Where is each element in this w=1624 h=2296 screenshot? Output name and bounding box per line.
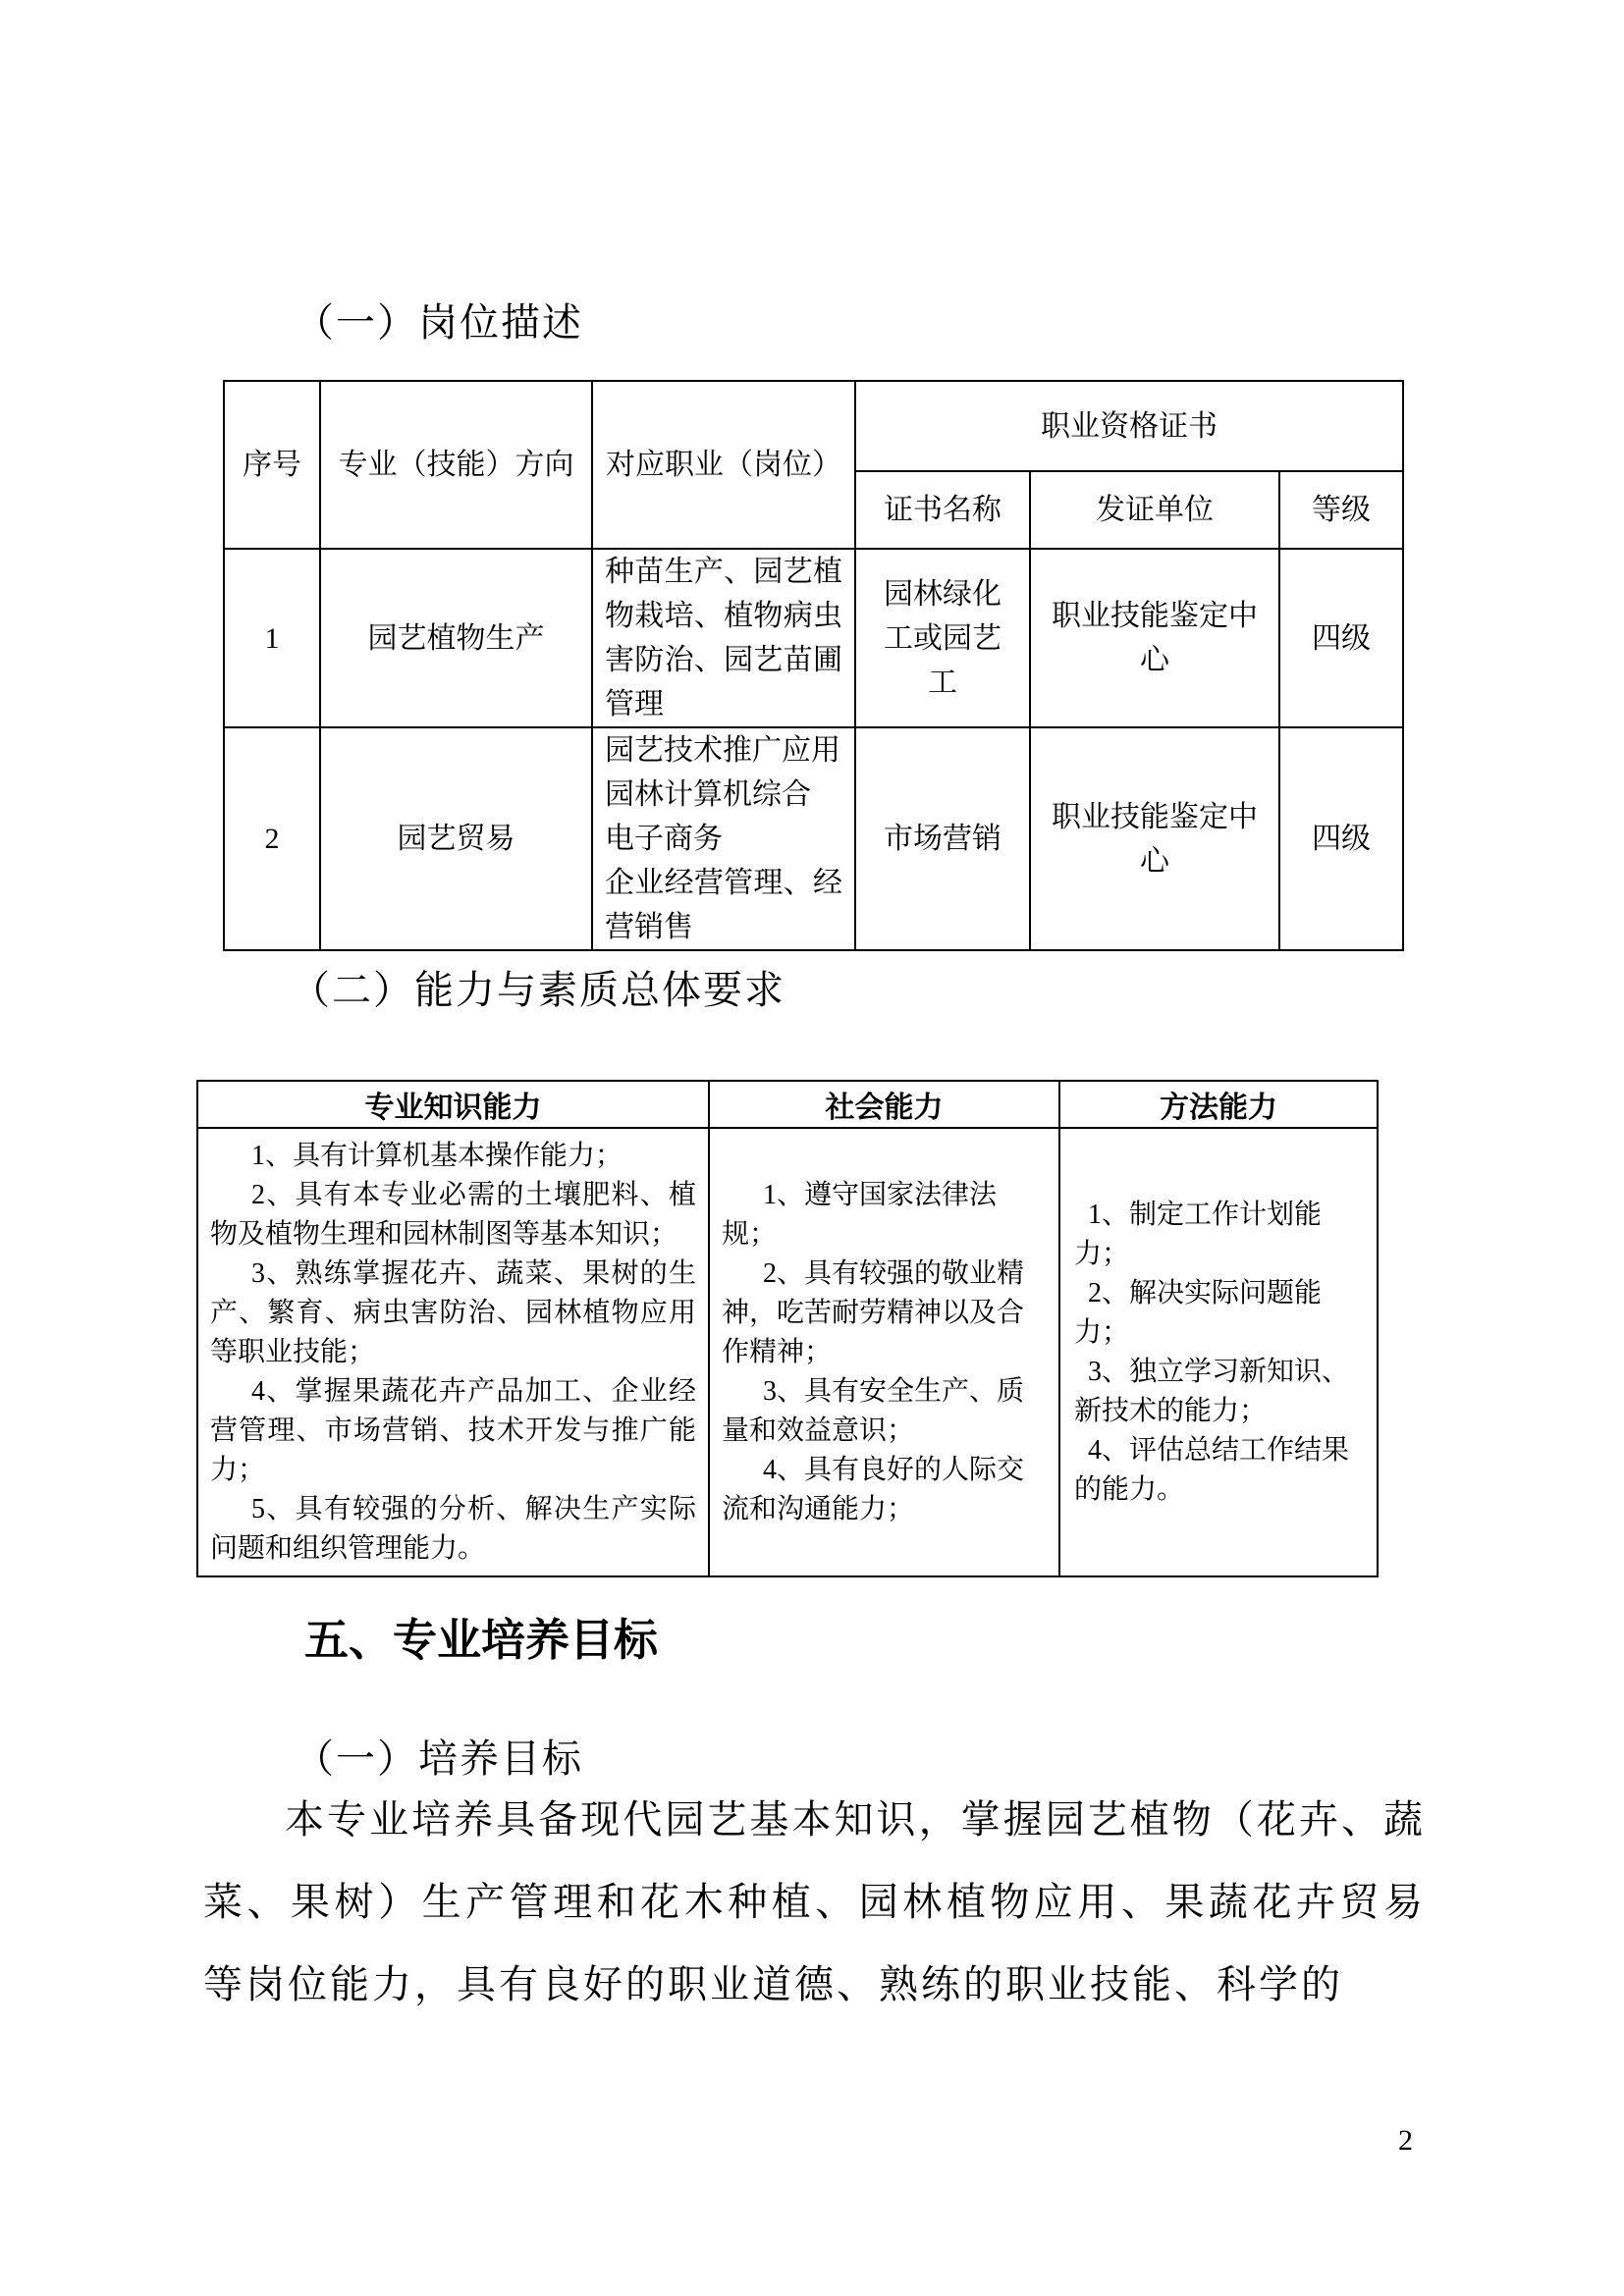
table-row xyxy=(197,1128,1378,1576)
table1-header-cert-name: 证书名称 xyxy=(855,471,1030,549)
list-item: 3、具有安全生产、质量和效益意识； xyxy=(722,1375,1025,1446)
list-item: 3、熟练掌握花卉、蔬菜、果树的生产、繁育、病虫害防治、园林植物应用等职业技能； xyxy=(210,1258,696,1367)
table1-row1-level: 四级 xyxy=(1279,549,1403,727)
table2-header-knowledge: 专业知识能力 xyxy=(197,1081,709,1128)
table1-header-direction: 专业（技能）方向 xyxy=(320,381,592,549)
table1-row2-job-line: 园林计算机综合 xyxy=(605,778,811,811)
ability-quality-table xyxy=(196,1080,1379,1577)
list-item: 4、具有良好的人际交流和沟通能力； xyxy=(722,1454,1025,1524)
page-number: 2 xyxy=(1398,2124,1413,2157)
list-item: 1、遵守国家法律法规； xyxy=(722,1179,998,1250)
table1-header-level: 等级 xyxy=(1279,471,1403,549)
job-position-table xyxy=(223,380,1404,951)
section-heading-ability-requirements: （二）能力与素质总体要求 xyxy=(291,968,785,1012)
table1-row2-direction: 园艺贸易 xyxy=(320,727,592,950)
table1-row1-job: 种苗生产、园艺植物栽培、植物病虫害防治、园艺苗圃管理 xyxy=(592,549,855,727)
list-item: 5、具有较强的分析、解决生产实际问题和组织管理能力。 xyxy=(210,1494,696,1564)
table1-header-cert-group: 职业资格证书 xyxy=(855,381,1403,471)
subsection-heading-training-objective: （一）培养目标 xyxy=(295,1736,583,1781)
table1-row1-direction: 园艺植物生产 xyxy=(320,549,592,727)
list-item: 4、掌握果蔬花卉产品加工、企业经营管理、市场营销、技术开发与推广能力； xyxy=(210,1376,696,1485)
table1-row2-index: 2 xyxy=(224,727,320,950)
table1-header-index: 序号 xyxy=(224,381,320,549)
table2-header-row xyxy=(197,1081,1378,1128)
table1-row1-issuer: 职业技能鉴定中心 xyxy=(1030,549,1279,727)
table1-row2-cert-name: 市场营销 xyxy=(855,727,1030,950)
table2-social-cell xyxy=(709,1128,1059,1576)
training-objective-paragraph: 本专业培养具备现代园艺基本知识，掌握园艺植物（花卉、蔬菜、果树）生产管理和花木种植、园林植物应用、果蔬花卉贸易等岗位能力，具有良好的职业道德、熟练的职业技能、科学的 xyxy=(203,1797,1426,2006)
table1-row2-issuer: 职业技能鉴定中心 xyxy=(1030,727,1279,950)
table1-row1-cert-name: 园林绿化工或园艺工 xyxy=(855,549,1030,727)
list-item: 3、独立学习新知识、新技术的能力； xyxy=(1074,1356,1350,1426)
list-item: 2、具有较强的敬业精神，吃苦耐劳精神以及合作精神； xyxy=(722,1257,1025,1367)
list-item: 4、评估总结工作结果的能力。 xyxy=(1074,1434,1350,1505)
table2-header-method: 方法能力 xyxy=(1059,1081,1378,1128)
table2-method-cell xyxy=(1059,1128,1378,1576)
table1-header-row-1 xyxy=(224,381,1403,471)
table1-row2-job-line: 园艺技术推广应用 xyxy=(605,734,840,767)
table1-row2-level: 四级 xyxy=(1279,727,1403,950)
list-item: 1、具有计算机基本操作能力； xyxy=(251,1141,623,1171)
table1-row1-index: 1 xyxy=(224,549,320,727)
list-item: 2、解决实际问题能力； xyxy=(1074,1277,1323,1348)
section-heading-job-description: （一）岗位描述 xyxy=(295,300,583,345)
list-item: 2、具有本专业必需的土壤肥料、植物及植物生理和园林制图等基本知识； xyxy=(210,1180,696,1250)
table1-row2-job xyxy=(592,727,855,950)
table-row xyxy=(224,727,1403,950)
table2-header-social: 社会能力 xyxy=(709,1081,1059,1128)
table-row xyxy=(224,549,1403,727)
section-heading-training-objectives: 五、专业培养目标 xyxy=(304,1615,659,1665)
table2-knowledge-cell xyxy=(197,1128,709,1576)
list-item: 1、制定工作计划能力； xyxy=(1074,1199,1323,1269)
table1-header-job: 对应职业（岗位） xyxy=(592,381,855,549)
table1-row2-job-line: 电子商务 xyxy=(605,823,723,855)
table1-row2-job-line: 企业经营管理、经营销售 xyxy=(605,867,842,943)
table1-header-issuer: 发证单位 xyxy=(1030,471,1279,549)
